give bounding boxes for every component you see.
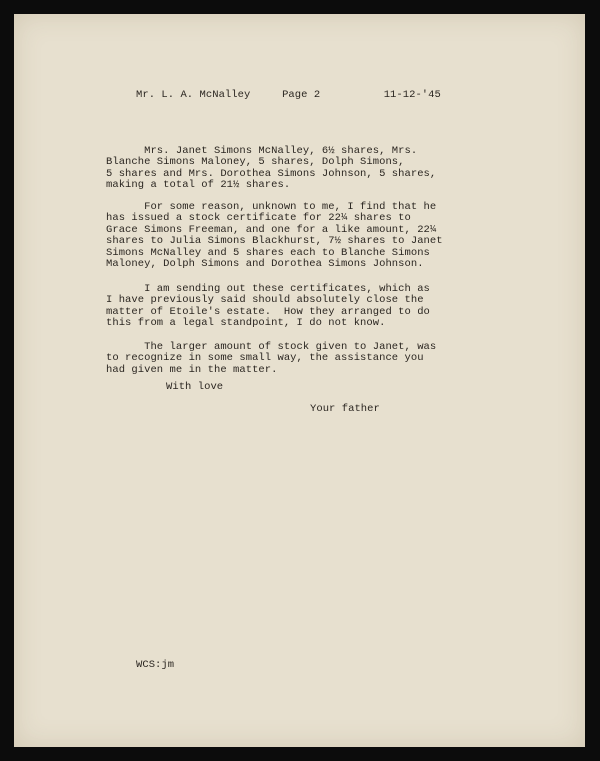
letter-page: [14, 14, 585, 747]
signature: Your father: [310, 403, 380, 415]
reference-initials: WCS:jm: [136, 659, 175, 671]
paragraph-shares-list: Mrs. Janet Simons McNalley, 6½ shares, Mrs. Blanche Simons Maloney, 5 shares, Dolph Simons, 5 shares and Mrs. Dorothea Simons Johnson, 5 shares, making a total of 21½ shares.: [106, 145, 437, 192]
paragraph-larger-amount: The larger amount of stock given to Janet, was to recognize in some small way, the assistance you had given me in the matter.: [106, 341, 437, 376]
paragraph-sending-certificates: I am sending out these certificates, which as I have previously said should absolutely close the matter of Etoile's estate. How they arranged to do this from a legal standpoint, I do not know.: [106, 283, 430, 330]
paragraph-stock-certificates: For some reason, unknown to me, I find that he has issued a stock certificate for 22¼ shares to Grace Simons Freeman, and one for a like amount, 22¼ shares to Julia Simons Blackhurst, 7½ shares to Janet Simons McNalley and 5 shares each to Blanche Simons Maloney, Dolph Simons and Dorothea Simons Johnson.: [106, 201, 443, 271]
page-header: Mr. L. A. McNalley Page 2 11-12-'45: [136, 89, 441, 101]
closing: With love: [166, 381, 224, 393]
